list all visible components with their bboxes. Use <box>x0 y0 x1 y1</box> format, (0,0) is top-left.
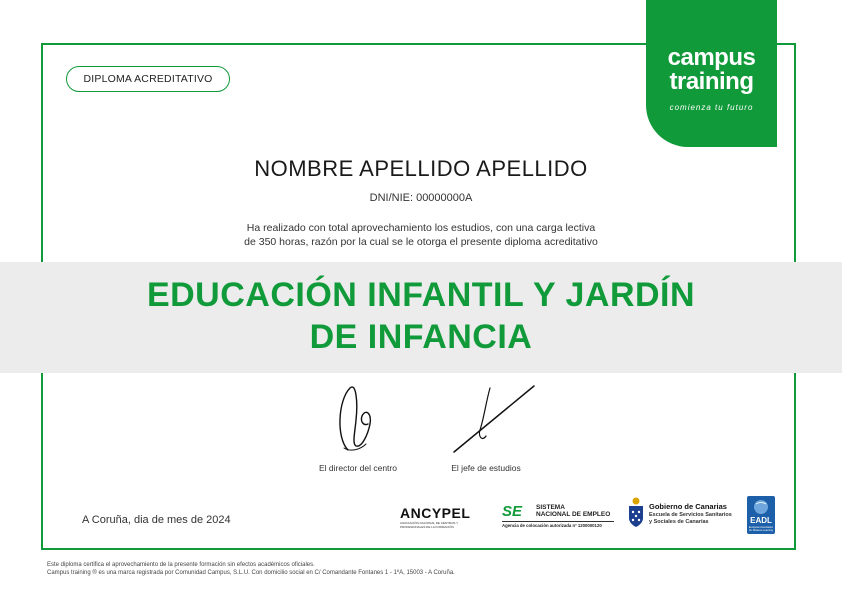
sepe-abbr: SE <box>502 503 523 520</box>
ancypel-logo <box>400 505 482 545</box>
director-signature <box>326 380 386 456</box>
campus-training-logo <box>646 0 777 147</box>
canarias-shield-icon <box>628 496 644 528</box>
gobierno-canarias-logo <box>628 496 738 536</box>
canarias-line-2: Escuela de Servicios Sanitarios <box>649 512 732 518</box>
place-date: A Coruña, dia de mes de 2024 <box>82 514 231 526</box>
head-of-studies-label: El jefe de estudios <box>451 463 521 473</box>
diploma-badge: DIPLOMA ACREDITATIVO <box>66 66 230 92</box>
footer-notes <box>47 561 455 577</box>
canarias-line-1: Gobierno de Canarias <box>649 502 727 511</box>
description-line-1: Ha realizado con total aprovechamiento los estudios, con una carga lectiva <box>246 222 596 234</box>
eadl-logo <box>747 496 775 534</box>
head-of-studies-signature <box>448 382 540 456</box>
sepe-divider <box>502 521 614 522</box>
footer-line-2: Campus training ® es una marca registrada por Comunidad Campus, S.L.U. Con domicilio social en C/ Comandante Fontanes 1 - 1ºA, 15003 - A Coruña. <box>47 570 455 576</box>
course-title <box>0 274 842 358</box>
student-name: NOMBRE APELLIDO APELLIDO <box>254 156 588 181</box>
course-title-line-1: EDUCACIÓN INFANTIL Y JARDÍN <box>146 276 696 314</box>
description-line-2: de 350 horas, razón por la cual se le otorga el presente diploma acreditativo <box>244 236 598 248</box>
student-id: DNI/NIE: 00000000A <box>369 192 473 204</box>
footer-line-1: Este diploma certifica el aprovechamiento de la presente formación sin efectos académicos oficiales. <box>47 562 315 568</box>
logo-line-1: campus <box>667 44 756 71</box>
sepe-line-1: SISTEMA <box>536 504 565 511</box>
logo-line-2: training <box>669 68 754 95</box>
sepe-line-2: NACIONAL DE EMPLEO <box>536 511 611 518</box>
canarias-line-3: y Sociales de Canarias <box>649 519 709 525</box>
course-title-line-2: DE INFANCIA <box>309 318 533 356</box>
eadl-small: European Association for Distance Learning <box>748 526 774 532</box>
logo-tagline: comienza tu futuro <box>669 103 754 112</box>
sepe-logo <box>502 503 614 543</box>
director-label: El director del centro <box>319 463 397 473</box>
eadl-name: EADL <box>750 516 772 525</box>
sepe-line-3: Agencia de colocación autorizada nº 1200000120 <box>502 523 602 528</box>
ancypel-name: ANCYPEL <box>400 505 471 521</box>
diploma-description <box>0 221 842 249</box>
ancypel-small: ASOCIACIÓN NACIONAL DE CENTROS Y PROFESIONALES DE LA FORMACIÓN <box>400 521 459 529</box>
eadl-globe-icon <box>747 496 775 516</box>
